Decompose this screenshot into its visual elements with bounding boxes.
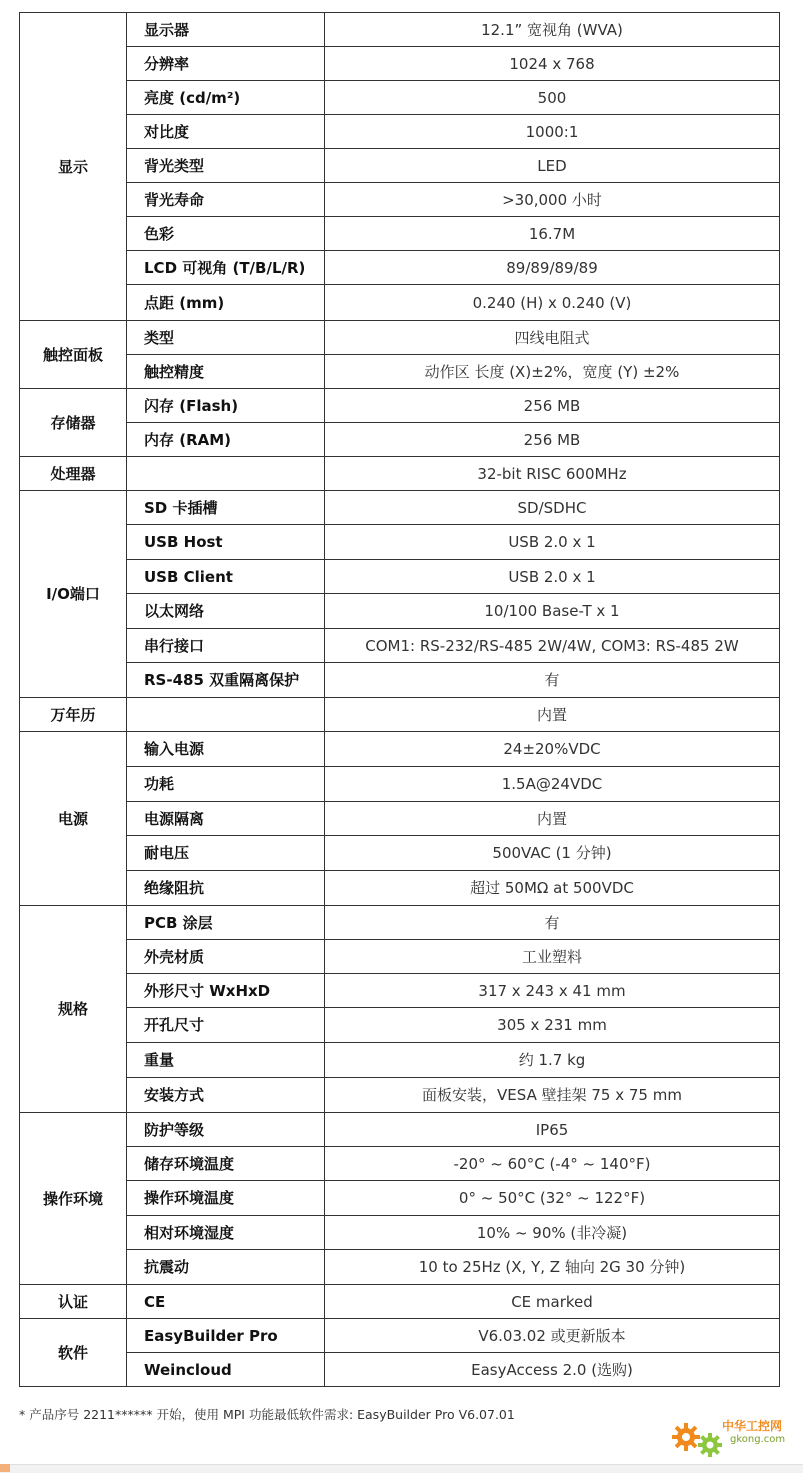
watermark-logo (668, 1413, 796, 1463)
category-cell: 操作环境 (20, 1113, 127, 1285)
parameter-cell: 抗震动 (127, 1250, 325, 1285)
parameter-cell: PCB 涂层 (127, 906, 325, 940)
value-cell: 1.5A@24VDC (325, 767, 780, 802)
table-row (20, 1078, 780, 1113)
table-row (20, 663, 780, 698)
category-cell: 处理器 (20, 457, 127, 491)
value-cell: SD/SDHC (325, 491, 780, 525)
value-cell: 动作区 长度 (X)±2%，宽度 (Y) ±2% (325, 355, 780, 389)
gear-icon (668, 1413, 728, 1463)
table-row (20, 560, 780, 594)
value-cell: 有 (325, 906, 780, 940)
table-row (20, 871, 780, 906)
table-row (20, 355, 780, 389)
parameter-cell: CE (127, 1285, 325, 1319)
value-cell: 0.240 (H) x 0.240 (V) (325, 285, 780, 321)
value-cell: 32-bit RISC 600MHz (325, 457, 780, 491)
value-cell: USB 2.0 x 1 (325, 560, 780, 594)
value-cell: -20° ~ 60°C (-4° ~ 140°F) (325, 1147, 780, 1181)
category-cell: 认证 (20, 1285, 127, 1319)
value-cell: 305 x 231 mm (325, 1008, 780, 1043)
table-row (20, 525, 780, 560)
category-cell: I/O端口 (20, 491, 127, 698)
parameter-cell (127, 457, 325, 491)
value-cell: 有 (325, 663, 780, 698)
table-row (20, 217, 780, 251)
category-cell: 电源 (20, 732, 127, 906)
value-cell: 500VAC (1 分钟) (325, 836, 780, 871)
value-cell: 24±20%VDC (325, 732, 780, 767)
table-row (20, 940, 780, 974)
parameter-cell: 内存 (RAM) (127, 423, 325, 457)
table-row (20, 423, 780, 457)
table-row (20, 1319, 780, 1353)
table-row (20, 1008, 780, 1043)
parameter-cell: RS-485 双重隔离保护 (127, 663, 325, 698)
parameter-cell: 外壳材质 (127, 940, 325, 974)
parameter-cell: 触控精度 (127, 355, 325, 389)
value-cell: 256 MB (325, 423, 780, 457)
table-row (20, 698, 780, 732)
category-cell: 规格 (20, 906, 127, 1113)
value-cell: CE marked (325, 1285, 780, 1319)
value-cell: EasyAccess 2.0 (选购) (325, 1353, 780, 1387)
value-cell: 内置 (325, 698, 780, 732)
parameter-cell (127, 698, 325, 732)
value-cell: 约 1.7 kg (325, 1043, 780, 1078)
parameter-cell: 耐电压 (127, 836, 325, 871)
table-row (20, 321, 780, 355)
table-row (20, 802, 780, 836)
table-row (20, 732, 780, 767)
spec-table (19, 12, 780, 1387)
parameter-cell: Weincloud (127, 1353, 325, 1387)
value-cell: 12.1” 宽视角 (WVA) (325, 13, 780, 47)
value-cell: 内置 (325, 802, 780, 836)
value-cell: 10/100 Base-T x 1 (325, 594, 780, 629)
parameter-cell: 外形尺寸 WxHxD (127, 974, 325, 1008)
value-cell: 10 to 25Hz (X, Y, Z 轴向 2G 30 分钟) (325, 1250, 780, 1285)
table-row (20, 836, 780, 871)
parameter-cell: 色彩 (127, 217, 325, 251)
table-row (20, 47, 780, 81)
table-row (20, 285, 780, 321)
parameter-cell: 类型 (127, 321, 325, 355)
table-row (20, 251, 780, 285)
parameter-cell: USB Client (127, 560, 325, 594)
value-cell: 317 x 243 x 41 mm (325, 974, 780, 1008)
value-cell: 超过 50MΩ at 500VDC (325, 871, 780, 906)
value-cell: 256 MB (325, 389, 780, 423)
parameter-cell: SD 卡插槽 (127, 491, 325, 525)
table-row (20, 457, 780, 491)
table-row (20, 629, 780, 663)
parameter-cell: 输入电源 (127, 732, 325, 767)
table-row (20, 115, 780, 149)
bottom-accent (0, 1464, 10, 1472)
parameter-cell: 相对环境湿度 (127, 1216, 325, 1250)
parameter-cell: 背光类型 (127, 149, 325, 183)
table-row (20, 1147, 780, 1181)
table-row (20, 149, 780, 183)
parameter-cell: USB Host (127, 525, 325, 560)
table-row (20, 1285, 780, 1319)
footnote: * 产品序号 2211****** 开始，使用 MPI 功能最低软件需求: EasyBuilder Pro V6.07.01 (19, 1407, 515, 1422)
parameter-cell: 亮度 (cd/m²) (127, 81, 325, 115)
value-cell: V6.03.02 或更新版本 (325, 1319, 780, 1353)
category-cell: 存储器 (20, 389, 127, 457)
spec-table-body (20, 13, 780, 1387)
parameter-cell: 显示器 (127, 13, 325, 47)
value-cell: 10% ~ 90% (非冷凝) (325, 1216, 780, 1250)
parameter-cell: 点距 (mm) (127, 285, 325, 321)
value-cell: LED (325, 149, 780, 183)
parameter-cell: 分辨率 (127, 47, 325, 81)
value-cell: 89/89/89/89 (325, 251, 780, 285)
parameter-cell: 电源隔离 (127, 802, 325, 836)
value-cell: 1000:1 (325, 115, 780, 149)
value-cell: IP65 (325, 1113, 780, 1147)
value-cell: 1024 x 768 (325, 47, 780, 81)
table-row (20, 81, 780, 115)
table-row (20, 767, 780, 802)
category-cell: 软件 (20, 1319, 127, 1387)
table-row (20, 389, 780, 423)
parameter-cell: 背光寿命 (127, 183, 325, 217)
watermark-subtitle: gkong.com (730, 1434, 786, 1445)
table-row (20, 1181, 780, 1216)
parameter-cell: 对比度 (127, 115, 325, 149)
category-cell: 触控面板 (20, 321, 127, 389)
table-row (20, 1216, 780, 1250)
parameter-cell: 安装方式 (127, 1078, 325, 1113)
parameter-cell: 开孔尺寸 (127, 1008, 325, 1043)
table-row (20, 1353, 780, 1387)
parameter-cell: 操作环境温度 (127, 1181, 325, 1216)
value-cell: 工业塑料 (325, 940, 780, 974)
parameter-cell: 功耗 (127, 767, 325, 802)
parameter-cell: 储存环境温度 (127, 1147, 325, 1181)
category-cell: 显示 (20, 13, 127, 321)
value-cell: USB 2.0 x 1 (325, 525, 780, 560)
category-cell: 万年历 (20, 698, 127, 732)
table-row (20, 594, 780, 629)
table-row (20, 13, 780, 47)
table-row (20, 974, 780, 1008)
parameter-cell: 以太网络 (127, 594, 325, 629)
parameter-cell: 绝缘阻抗 (127, 871, 325, 906)
value-cell: 面板安装，VESA 壁挂架 75 x 75 mm (325, 1078, 780, 1113)
value-cell: 0° ~ 50°C (32° ~ 122°F) (325, 1181, 780, 1216)
table-row (20, 1043, 780, 1078)
value-cell: >30,000 小时 (325, 183, 780, 217)
parameter-cell: 防护等级 (127, 1113, 325, 1147)
parameter-cell: EasyBuilder Pro (127, 1319, 325, 1353)
value-cell: 四线电阻式 (325, 321, 780, 355)
table-row (20, 491, 780, 525)
table-row (20, 1113, 780, 1147)
value-cell: 500 (325, 81, 780, 115)
parameter-cell: 重量 (127, 1043, 325, 1078)
parameter-cell: 串行接口 (127, 629, 325, 663)
value-cell: COM1: RS-232/RS-485 2W/4W, COM3: RS-485 2W (325, 629, 780, 663)
table-row (20, 1250, 780, 1285)
table-row (20, 183, 780, 217)
table-row (20, 906, 780, 940)
parameter-cell: LCD 可视角 (T/B/L/R) (127, 251, 325, 285)
value-cell: 16.7M (325, 217, 780, 251)
watermark-title: 中华工控网 (722, 1419, 783, 1433)
parameter-cell: 闪存 (Flash) (127, 389, 325, 423)
